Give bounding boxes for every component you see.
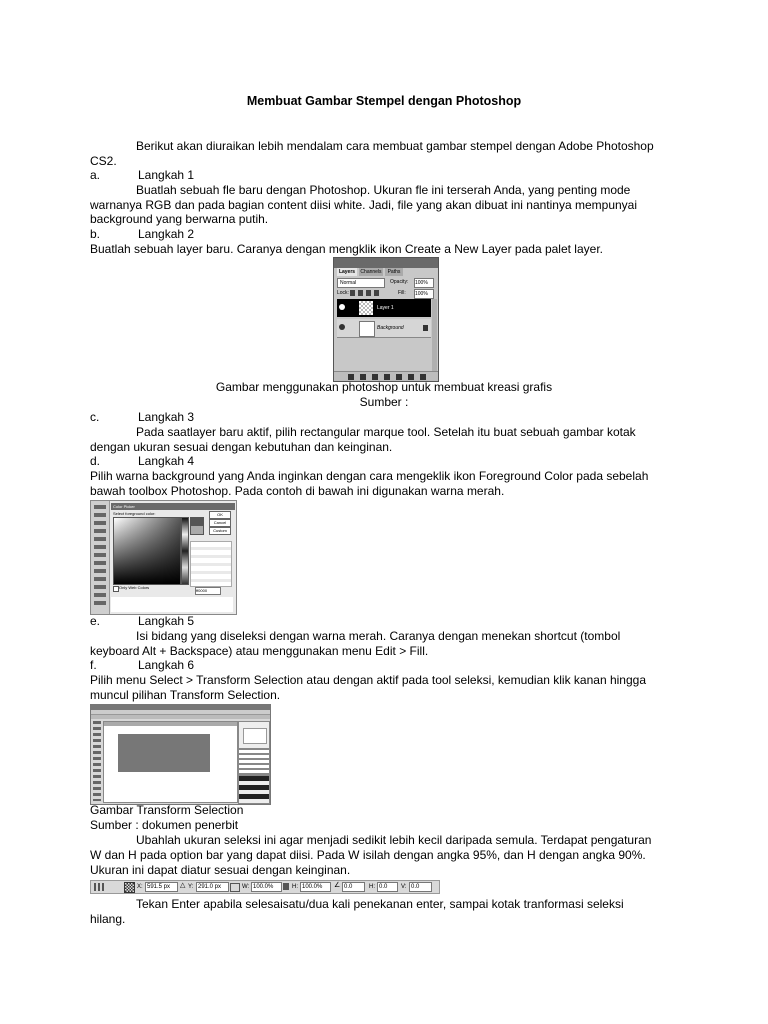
blend-mode-select[interactable]: Normal: [337, 278, 385, 288]
step-key: b.: [90, 227, 101, 241]
paragraph-line: Pada saatlayer baru aktif, pilih rectangular marque tool. Setelah itu buat sebuah gambar kotak: [136, 425, 636, 439]
paragraph-line: muncul pilihan Transform Selection.: [90, 688, 281, 702]
step-key: d.: [90, 454, 101, 468]
link-icon[interactable]: [283, 883, 289, 890]
figure-caption: Gambar menggunakan photoshop untuk membuat kreasi grafis: [215, 380, 553, 394]
transform-selection-image: [90, 704, 271, 805]
paragraph-line: background yang berwarna putih.: [90, 212, 269, 226]
step-heading: [90, 227, 194, 242]
step-key: f.: [90, 658, 97, 672]
step-heading: [90, 454, 194, 469]
paragraph-line: Buatlah sebuah fle baru dengan Photoshop. Ukuran fle ini terserah Anda, yang penting mode: [136, 183, 631, 197]
step-label: Langkah 6: [138, 658, 195, 672]
h-label: H:: [292, 884, 298, 890]
step-label: Langkah 5: [138, 614, 195, 628]
paragraph-line: Pilih menu Select > Transform Selection atau dengan aktif pada tool seleksi, kemudian klik kanan hingga: [90, 673, 646, 687]
fill-label: Fill:: [398, 290, 406, 296]
tab-paths[interactable]: Paths: [385, 268, 403, 276]
figure-caption: Gambar Transform Selection: [90, 803, 244, 817]
x-label: X:: [137, 884, 143, 890]
step-key: c.: [90, 410, 100, 424]
separator-icon: [230, 883, 240, 892]
layers-panel-image: [333, 257, 439, 382]
step-heading: [90, 614, 194, 629]
y-label: Y:: [188, 884, 194, 890]
color-field[interactable]: [113, 517, 181, 585]
step-label: Langkah 1: [138, 168, 195, 182]
paragraph-line: Tekan Enter apabila selesaisatu/dua kali penekanan enter, sampai kotak tranformasi seleksi: [136, 897, 624, 911]
red-rectangle: [118, 734, 210, 772]
tab-channels[interactable]: Channels: [360, 269, 382, 275]
figure-source: Sumber : dokumen penerbit: [90, 818, 239, 832]
opacity-field[interactable]: 100%: [414, 278, 434, 288]
page-title: Membuat Gambar Stempel dengan Photoshop: [246, 94, 522, 108]
ok-button[interactable]: OK: [209, 511, 231, 519]
paragraph-line: hilang.: [90, 912, 126, 926]
delta-icon: △: [180, 882, 186, 889]
paragraph-line: dengan ukuran sesuai dengan kebutuhan dan keinginan.: [90, 440, 393, 454]
dialog-titlebar: Color Picker: [111, 503, 235, 510]
opacity-label: Opacity:: [390, 279, 409, 285]
step-heading: [90, 658, 194, 673]
layer-row-background[interactable]: [337, 319, 431, 338]
layer-thumbnail: [359, 301, 373, 315]
angle-icon: ∠: [334, 882, 341, 889]
step-key: e.: [90, 614, 101, 628]
paragraph-line: Buatlah sebuah layer baru. Caranya dengan mengklik ikon Create a New Layer pada palet layer.: [90, 242, 603, 256]
tab-layers[interactable]: Layers: [338, 269, 356, 275]
eye-icon[interactable]: [339, 304, 345, 310]
dialog-bottom: [111, 597, 233, 612]
eye-icon[interactable]: [339, 324, 345, 330]
step-label: Langkah 3: [138, 410, 195, 424]
paragraph-line: Ukuran ini dapat diatur sesuai dengan keinginan.: [90, 863, 351, 877]
navigator-preview: [243, 728, 267, 744]
layers-palette[interactable]: [238, 775, 270, 804]
options-bar-small[interactable]: [91, 715, 270, 719]
step-label: Langkah 2: [138, 227, 195, 241]
tool-preset-icon[interactable]: [94, 883, 106, 891]
hskew-label: H:: [369, 884, 375, 890]
step-heading: [90, 168, 194, 183]
history-palette[interactable]: [238, 749, 270, 775]
angle-field[interactable]: 0.0: [342, 882, 365, 892]
w-label: W:: [242, 884, 250, 890]
web-colors-label: Only Web Colors: [119, 585, 150, 590]
hskew-field[interactable]: 0.0: [377, 882, 398, 892]
paragraph-line: Ubahlah ukuran seleksi ini agar menjadi sedikit lebih kecil daripada semula. Terdapat pengaturan: [136, 833, 652, 847]
document-canvas[interactable]: [103, 721, 238, 803]
hue-slider[interactable]: [181, 517, 189, 585]
custom-button[interactable]: Custom: [209, 527, 231, 535]
tool-icons[interactable]: [94, 505, 106, 605]
step-label: Langkah 4: [138, 454, 195, 468]
figure-source: Sumber :: [359, 395, 409, 409]
panel-titlebar: [334, 258, 438, 268]
toolbox[interactable]: [93, 721, 101, 801]
step-heading: [90, 410, 194, 425]
paragraph-line: bawah toolbox Photoshop. Pada contoh di bawah ini digunakan warna merah.: [90, 484, 505, 498]
h-field[interactable]: 100.0%: [300, 882, 331, 892]
canvas-titlebar: [104, 722, 237, 726]
options-bar-image: [90, 880, 440, 894]
layer-thumbnail: [359, 321, 375, 337]
w-field[interactable]: 100.0%: [251, 882, 282, 892]
paragraph-line: W dan H pada option bar yang dapat diisi. Pada W isilah dengan angka 95%, dan H dengan angka 90%.: [90, 848, 646, 862]
fill-field[interactable]: 100%: [414, 289, 434, 299]
navigator-palette[interactable]: [238, 721, 270, 749]
y-field[interactable]: 291.0 px: [196, 882, 229, 892]
panel-scrollbar[interactable]: [432, 299, 437, 371]
lock-label: Lock:: [337, 290, 349, 296]
color-swatch: [190, 517, 204, 535]
paragraph-line: Berikut akan diuraikan lebih mendalam cara membuat gambar stempel dengan Adobe Photoshop: [136, 139, 654, 153]
cancel-button[interactable]: Cancel: [209, 519, 231, 527]
paragraph-line: Isi bidang yang diseleksi dengan warna merah. Caranya dengan menekan shortcut (tombol: [136, 629, 621, 643]
lock-icons[interactable]: [350, 290, 380, 296]
color-picker-image: [90, 500, 237, 615]
paragraph-line: keyboard Alt + Backspace) atau menggunakan menu Edit > Fill.: [90, 644, 429, 658]
vskew-field[interactable]: 0.0: [409, 882, 432, 892]
paragraph-line: CS2.: [90, 154, 117, 168]
color-value-fields[interactable]: [190, 541, 232, 587]
dialog-subtitle: Select foreground color:: [113, 511, 156, 516]
layer-name: Background: [377, 325, 404, 331]
lock-icon: [423, 325, 428, 331]
paragraph-line: warnanya RGB dan pada bagian content diisi white. Jadi, file yang akan dibuat ini nantinya mempunyai: [90, 198, 638, 212]
toolbox: [91, 501, 110, 614]
x-field[interactable]: 591.5 px: [145, 882, 178, 892]
layer-row-1[interactable]: [337, 299, 431, 317]
vskew-label: V:: [401, 884, 407, 890]
step-key: a.: [90, 168, 101, 182]
hex-field[interactable]: ff0000: [195, 587, 221, 595]
paragraph-line: Pilih warna background yang Anda inginkan dengan cara mengeklik ikon Foreground Color pada sebelah: [90, 469, 649, 483]
reference-point-icon[interactable]: [124, 882, 135, 893]
layer-name: Layer 1: [377, 305, 394, 311]
